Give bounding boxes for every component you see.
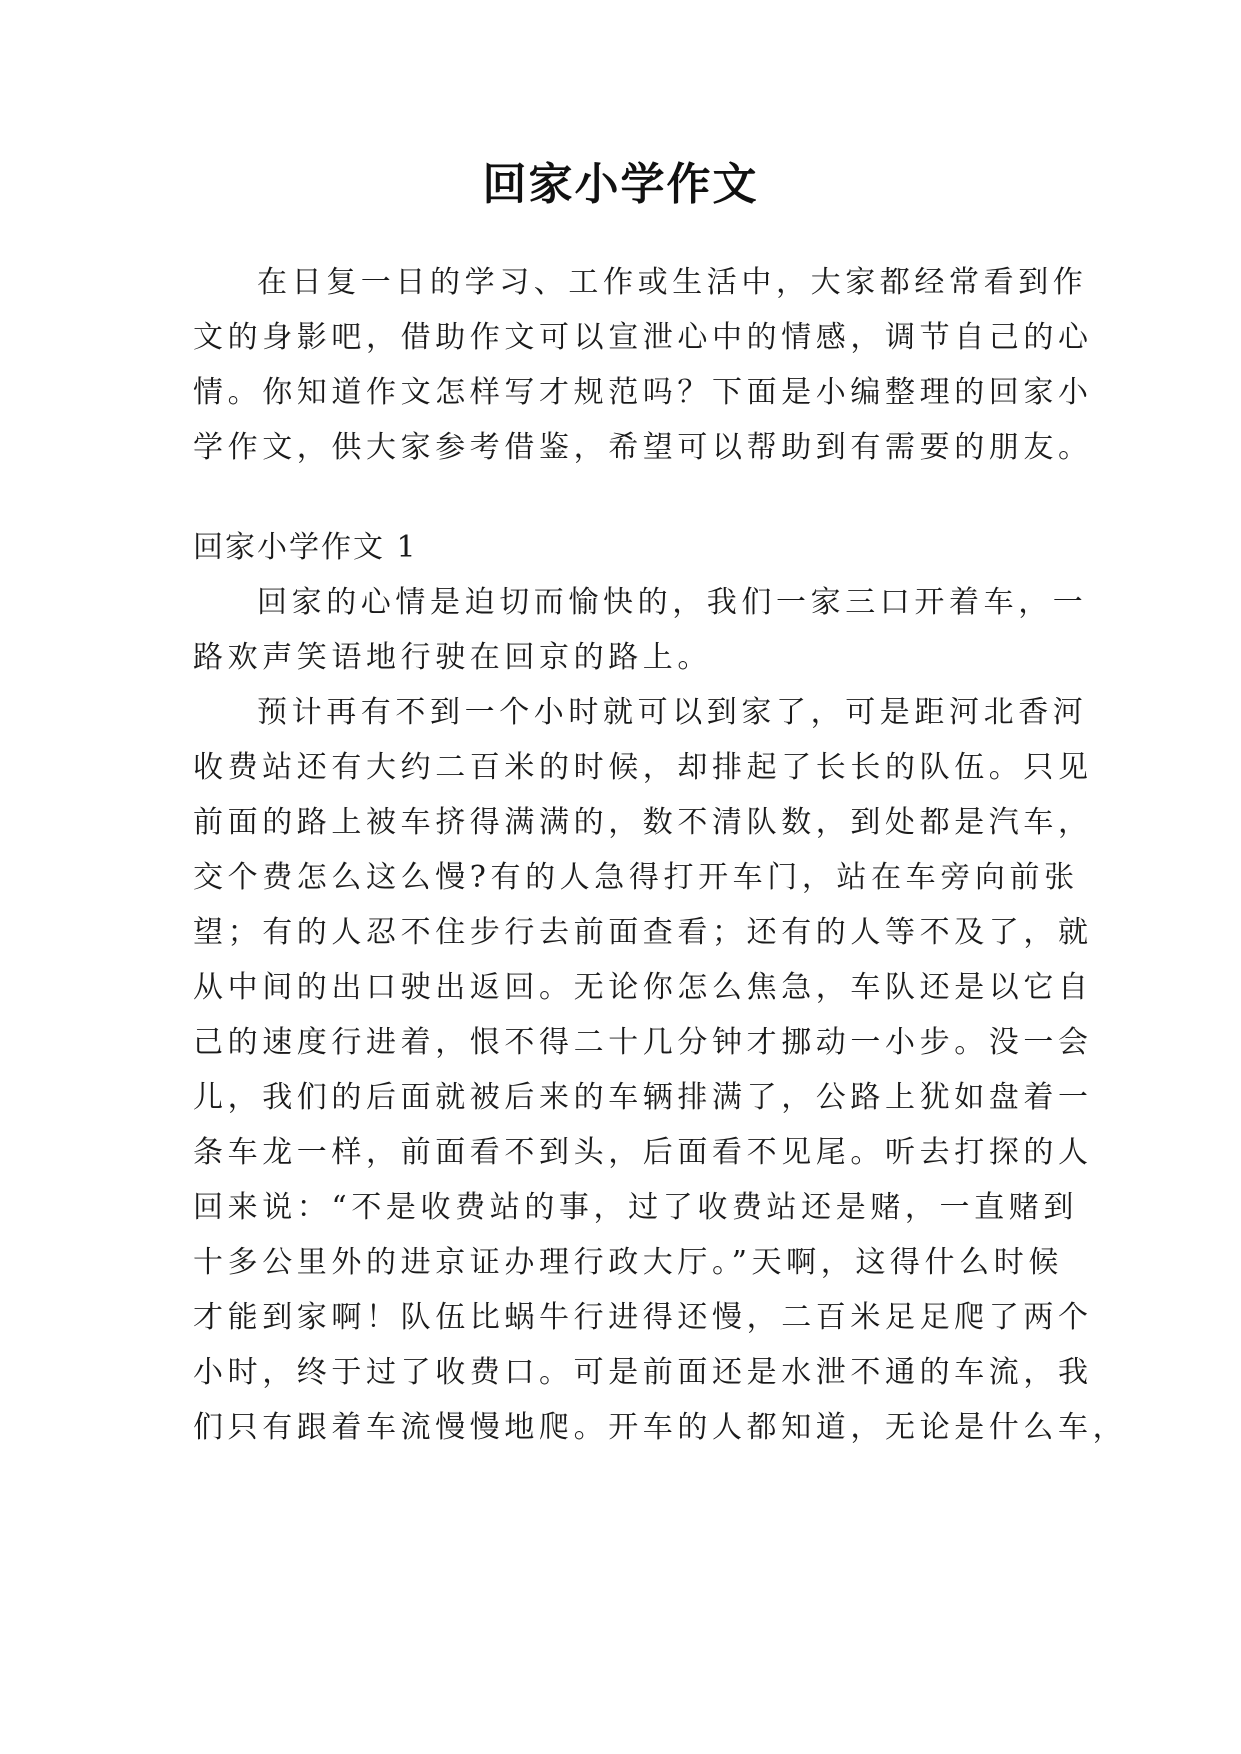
paragraph-line: 才能到家啊！队伍比蜗牛行进得还慢，二百米足足爬了两个 (193, 1300, 1093, 1335)
paragraph-line: 己的速度行进着，恨不得二十几分钟才挪动一小步。没一会 (193, 1025, 1093, 1060)
paragraph-line: 小时，终于过了收费口。可是前面还是水泄不通的车流，我 (193, 1355, 1093, 1390)
paragraph-line: 条车龙一样，前面看不到头，后面看不见尾。听去打探的人 (193, 1135, 1093, 1170)
intro-line: 文的身影吧，借助作文可以宣泄心中的情感，调节自己的心 (193, 320, 1093, 355)
paragraph-line: 路欢声笑语地行驶在回京的路上。 (193, 640, 712, 675)
paragraph-line: 预计再有不到一个小时就可以到家了，可是距河北香河 (257, 695, 1088, 730)
paragraph-line: 回来说：“不是收费站的事，过了收费站还是赌，一直赌到 (193, 1190, 1078, 1225)
paragraph-line: 收费站还有大约二百米的时候，却排起了长长的队伍。只见 (193, 750, 1093, 785)
paragraph-line: 从中间的出口驶出返回。无论你怎么焦急，车队还是以它自 (193, 970, 1093, 1005)
paragraph-line: 前面的路上被车挤得满满的，数不清队数，到处都是汽车， (193, 805, 1093, 840)
paragraph-line: 们只有跟着车流慢慢地爬。开车的人都知道，无论是什么车， (193, 1410, 1128, 1445)
intro-line: 学作文，供大家参考借鉴，希望可以帮助到有需要的朋友。 (193, 430, 1093, 465)
page-title: 回家小学作文 (482, 159, 759, 210)
intro-line: 情。你知道作文怎样写才规范吗？下面是小编整理的回家小 (193, 375, 1093, 410)
section-heading: 回家小学作文 1 (193, 530, 418, 565)
paragraph-line: 儿，我们的后面就被后来的车辆排满了，公路上犹如盘着一 (193, 1080, 1093, 1115)
paragraph-line: 望；有的人忍不住步行去前面查看；还有的人等不及了，就 (193, 915, 1093, 950)
paragraph-line: 十多公里外的进京证办理行政大厅。”天啊，这得什么时候 (193, 1245, 1063, 1280)
paragraph-line: 交个费怎么这么慢?有的人急得打开车门，站在车旁向前张 (193, 860, 1079, 895)
paragraph-line: 回家的心情是迫切而愉快的，我们一家三口开着车，一 (257, 585, 1088, 620)
intro-line: 在日复一日的学习、工作或生活中，大家都经常看到作 (257, 265, 1088, 300)
